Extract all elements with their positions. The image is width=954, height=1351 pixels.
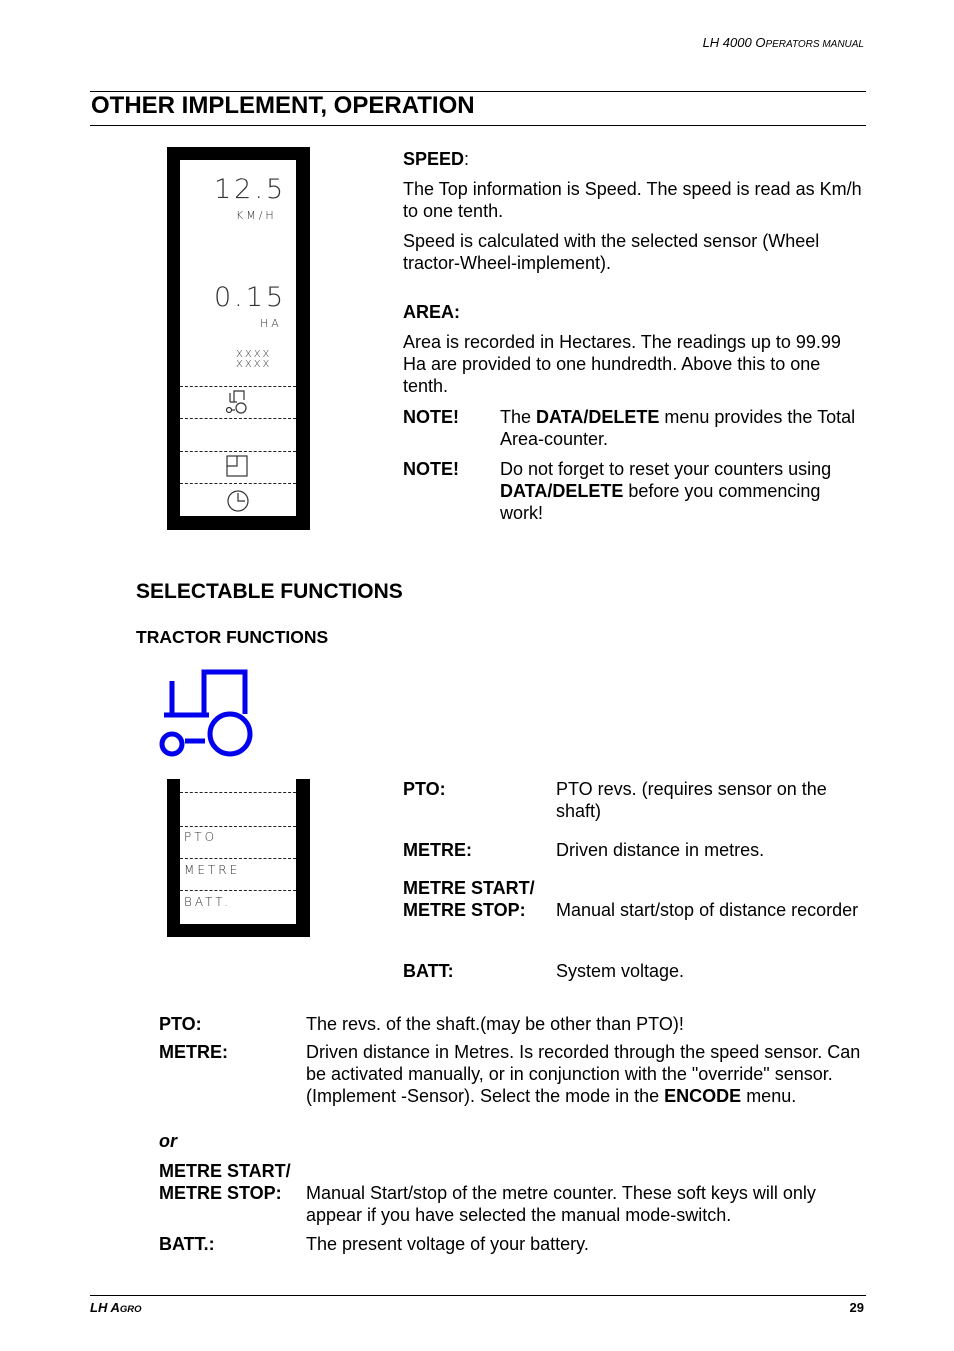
tractor-functions-heading: TRACTOR FUNCTIONS (136, 627, 329, 647)
def-desc-batt: The present voltage of your battery. (306, 1234, 589, 1254)
footer-rule (90, 1295, 866, 1296)
page-title: OTHER IMPLEMENT, OPERATION (91, 92, 475, 119)
def-desc-pto: The revs. of the shaft.(may be other than PTO)! (306, 1014, 684, 1034)
right-term-batt: BATT: (403, 961, 454, 981)
footer-brand: LH AGRO (90, 1300, 142, 1315)
speed-para-1: The Top information is Speed. The speed is read as Km/h to one tenth. (403, 179, 862, 221)
def-desc-metre-start: Manual Start/stop of the metre counter. These soft keys will only appear if you have selected the manual mode-switch. (306, 1183, 816, 1225)
right-term-pto: PTO: (403, 779, 446, 799)
right-desc-batt: System voltage. (556, 961, 685, 981)
speed-label: SPEED: (403, 149, 470, 169)
area-unit: HA (260, 317, 282, 330)
right-term-metre-start: METRE START/ (403, 878, 535, 898)
lcd-display-tractor (167, 779, 310, 937)
running-header: LH 4000 OPERATORS MANUAL (702, 35, 864, 50)
area-para: Area is recorded in Hectares. The readings up to 99.99 Ha are provided to one hundredth. Above this to one tenth. (403, 332, 841, 396)
note-label-1: NOTE! (403, 407, 459, 427)
speed-unit: KM/H (236, 209, 277, 222)
selectable-functions-heading: SELECTABLE FUNCTIONS (136, 580, 403, 603)
def-desc-metre: Driven distance in Metres. Is recorded through the speed sensor. Can be activated manually, or in conjunction with the "override" sensor. (Implement -Sensor). Select the mode in the ENCODE menu. (306, 1042, 861, 1106)
lcd-batt-label: BATT. (184, 895, 231, 909)
def-term-metre: METRE: (159, 1042, 228, 1062)
tractor-icon (224, 390, 252, 416)
page-number: 29 (849, 1300, 864, 1315)
right-term-metre: METRE: (403, 840, 472, 860)
right-desc-metre-start: Manual start/stop of distance recorder (556, 900, 859, 920)
right-term-metre-stop: METRE STOP: (403, 900, 526, 920)
right-desc-metre: Driven distance in metres. (556, 840, 765, 860)
note-label-2: NOTE! (403, 459, 459, 479)
area-readout: 0.15 (214, 282, 287, 313)
def-term-metre-stop: METRE STOP: (159, 1183, 282, 1203)
speed-readout: 12.5 (214, 174, 287, 205)
tractor-icon-large (155, 667, 259, 763)
speed-para-2: Speed is calculated with the selected sensor (Wheel tractor-Wheel-implement). (403, 231, 820, 273)
area-label: AREA: (403, 302, 460, 322)
def-term-pto: PTO: (159, 1014, 202, 1034)
note-text-1: The DATA/DELETE menu provides the Total Area-counter. (500, 407, 856, 449)
lcd-display-main (167, 147, 310, 530)
note-text-2: Do not forget to reset your counters using DATA/DELETE before you commencing work! (500, 459, 832, 523)
clock-icon (225, 488, 251, 514)
field-icon (225, 454, 251, 480)
def-term-batt: BATT.: (159, 1234, 215, 1254)
lcd-pto-label: PTO (184, 830, 218, 844)
counter-placeholder-2: XXXX (236, 359, 272, 370)
or-label: or (159, 1131, 177, 1151)
lcd-metre-label: METRE (184, 863, 241, 877)
title-rule (90, 125, 866, 126)
counter-placeholder-1: XXXX (236, 349, 272, 360)
right-desc-pto: PTO revs. (requires sensor on the shaft) (556, 779, 827, 821)
def-term-metre-start: METRE START/ (159, 1161, 291, 1181)
